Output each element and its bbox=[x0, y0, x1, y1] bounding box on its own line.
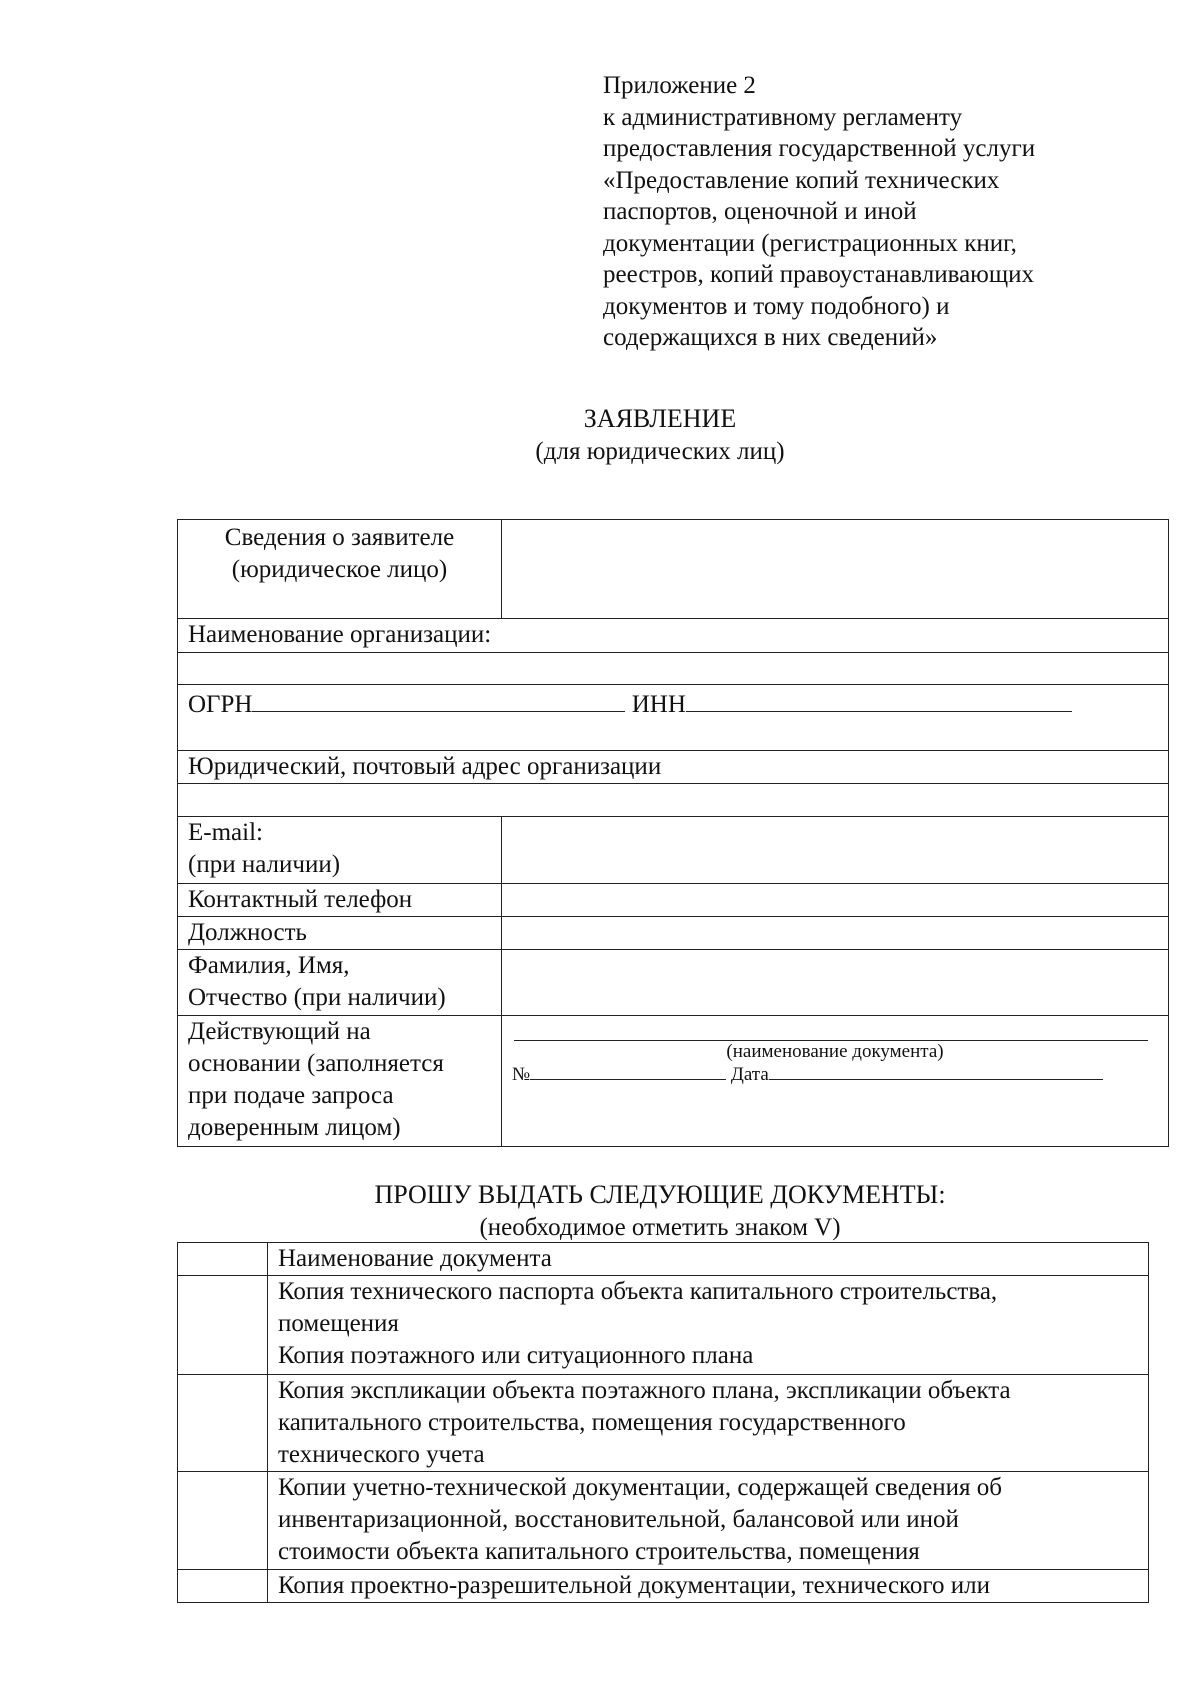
document-name-line: инвентаризационной, восстановительной, балансовой или иной bbox=[278, 1506, 959, 1533]
fio-row bbox=[178, 950, 1169, 1016]
fio-label: Отчество (при наличии) bbox=[188, 984, 446, 1011]
document-name-line: помещения bbox=[278, 1310, 399, 1337]
email-label: E-mail: bbox=[188, 819, 263, 846]
document-name-line: стоимости объекта капитального строительства, помещения bbox=[278, 1538, 920, 1565]
document-row bbox=[178, 1276, 1149, 1375]
basis-row bbox=[178, 1016, 1169, 1147]
document-name-line: Копия экспликации объекта поэтажного плана, экспликации объекта bbox=[278, 1377, 1011, 1404]
applicant-header-cell bbox=[178, 520, 502, 619]
address-field[interactable] bbox=[178, 784, 1169, 817]
address-value-row bbox=[178, 784, 1169, 817]
appendix-line: к административному регламенту bbox=[603, 103, 963, 131]
applicant-table bbox=[177, 519, 1169, 1147]
address-row bbox=[178, 751, 1169, 784]
appendix-line: документов и тому подобного) и bbox=[603, 292, 950, 320]
document-checkbox[interactable] bbox=[178, 1570, 268, 1603]
document-checkbox[interactable] bbox=[178, 1472, 268, 1570]
applicant-header-value[interactable] bbox=[502, 520, 1169, 619]
appendix-line: Приложение 2 bbox=[603, 72, 756, 99]
appendix-line: реестров, копий правоустанавливающих bbox=[603, 261, 1034, 288]
position-label: Должность bbox=[178, 917, 502, 950]
applicant-header-line: (юридическое лицо) bbox=[231, 556, 448, 583]
document-name bbox=[268, 1472, 1149, 1570]
document-row bbox=[178, 1375, 1149, 1472]
documents-table bbox=[177, 1242, 1149, 1603]
document-subtitle: (для юридических лиц) bbox=[535, 438, 785, 465]
appendix-line: паспортов, оценочной и иной bbox=[603, 198, 917, 225]
number-date-line bbox=[512, 1063, 1158, 1087]
org-name-value-row bbox=[178, 653, 1169, 685]
basis-label-cell bbox=[178, 1016, 502, 1147]
position-row bbox=[178, 917, 1169, 950]
phone-field[interactable] bbox=[502, 884, 1169, 917]
ogrn-inn-cell bbox=[178, 685, 1169, 751]
ogrn-inn-row bbox=[178, 685, 1169, 751]
document-row bbox=[178, 1570, 1149, 1603]
document-row bbox=[178, 1472, 1149, 1570]
fio-label: Фамилия, Имя, bbox=[188, 952, 350, 979]
request-title: ПРОШУ ВЫДАТЬ СЛЕДУЮЩИЕ ДОКУМЕНТЫ: bbox=[374, 1180, 946, 1209]
inn-field[interactable] bbox=[686, 689, 1072, 712]
document-name-line: технического учета bbox=[278, 1441, 485, 1468]
phone-label: Контактный телефон bbox=[178, 884, 502, 917]
fio-field[interactable] bbox=[502, 950, 1169, 1016]
appendix-header bbox=[603, 70, 1123, 354]
email-field[interactable] bbox=[502, 817, 1169, 884]
document-name-line: капитального строительства, помещения государственного bbox=[278, 1409, 906, 1436]
document-checkbox[interactable] bbox=[178, 1375, 268, 1472]
number-label: № bbox=[512, 1064, 531, 1085]
appendix-line: «Предоставление копий технических bbox=[603, 166, 1000, 194]
basis-value-cell bbox=[502, 1016, 1169, 1147]
mark-header-cell bbox=[178, 1243, 268, 1276]
inn-label: ИНН bbox=[631, 691, 686, 718]
number-field[interactable] bbox=[530, 1063, 726, 1080]
document-name-line: Копия проектно-разрешительной документации, технического или bbox=[278, 1572, 991, 1599]
org-name-row bbox=[178, 619, 1169, 653]
fio-label-cell bbox=[178, 950, 502, 1016]
document-name-line: Копия поэтажного или ситуационного плана bbox=[278, 1342, 754, 1369]
ogrn-label: ОГРН bbox=[188, 691, 253, 718]
appendix-line: содержащихся в них сведений» bbox=[603, 324, 938, 351]
document-title: ЗАЯВЛЕНИЕ bbox=[583, 404, 737, 433]
email-note: (при наличии) bbox=[188, 851, 341, 878]
email-row bbox=[178, 817, 1169, 884]
document-name-line: Копия технического паспорта объекта капитального строительства, bbox=[278, 1278, 998, 1305]
org-name-field[interactable] bbox=[178, 653, 1169, 685]
position-field[interactable] bbox=[502, 917, 1169, 950]
applicant-header-line: Сведения о заявителе bbox=[224, 524, 455, 551]
documents-header: Наименование документа bbox=[268, 1243, 1149, 1276]
document-name bbox=[268, 1276, 1149, 1375]
basis-label: Действующий на bbox=[188, 1018, 371, 1045]
date-field[interactable] bbox=[769, 1063, 1103, 1080]
document-name bbox=[268, 1375, 1149, 1472]
document-name-field[interactable] bbox=[514, 1016, 1148, 1041]
phone-row bbox=[178, 884, 1169, 917]
address-label: Юридический, почтовый адрес организации bbox=[178, 751, 1169, 784]
appendix-line: предоставления государственной услуги bbox=[603, 135, 1036, 162]
document-checkbox[interactable] bbox=[178, 1276, 268, 1375]
applicant-header-row bbox=[178, 520, 1169, 619]
basis-label: доверенным лицом) bbox=[188, 1114, 401, 1141]
request-subtitle: (необходимое отметить знаком V) bbox=[479, 1214, 841, 1241]
basis-label: основании (заполняется bbox=[188, 1050, 444, 1077]
document-name bbox=[268, 1570, 1149, 1603]
email-label-cell bbox=[178, 817, 502, 884]
documents-header-row bbox=[178, 1243, 1149, 1276]
basis-label: при подаче запроса bbox=[188, 1082, 394, 1109]
document-name-caption: (наименование документа) bbox=[726, 1041, 944, 1062]
org-name-label: Наименование организации: bbox=[178, 619, 1169, 653]
appendix-line: документации (регистрационных книг, bbox=[603, 229, 1017, 257]
date-label: Дата bbox=[730, 1064, 769, 1085]
ogrn-field[interactable] bbox=[252, 689, 625, 712]
document-name-line: Копии учетно-технической документации, содержащей сведения об bbox=[278, 1474, 1002, 1501]
